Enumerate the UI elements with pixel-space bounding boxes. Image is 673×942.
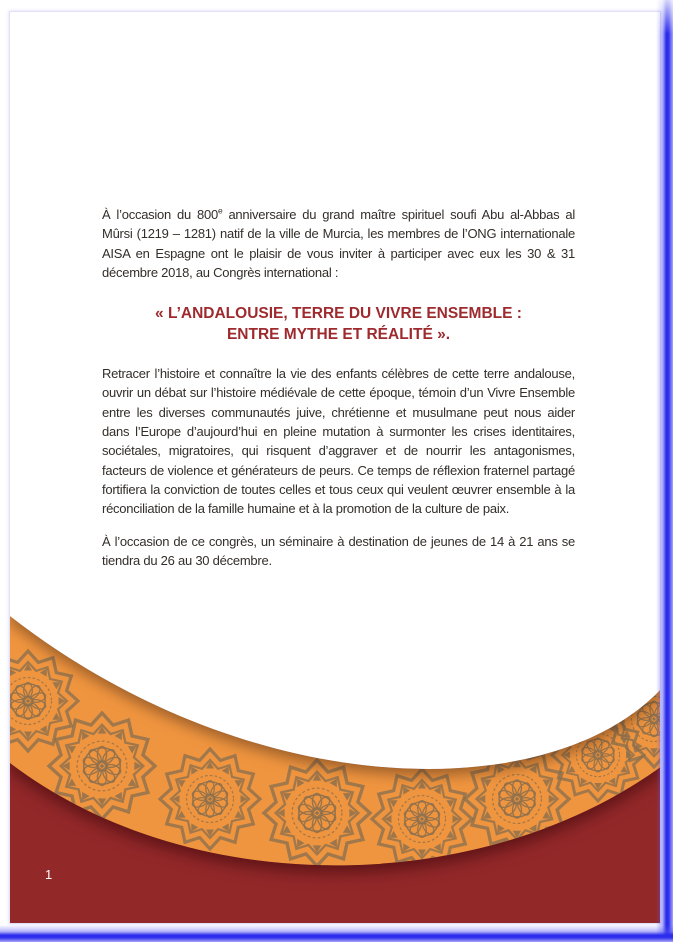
intro-text-start: À l’occasion du 800: [102, 207, 218, 222]
seminar-paragraph: À l’occasion de ce congrès, un séminaire à destination de jeunes de 14 à 21 ans se tiendra du 26 au 30 décembre.: [102, 533, 575, 568]
page-number: 1: [45, 867, 53, 882]
congress-title-line2: ENTRE MYTHE ET RÉALITÉ ».: [226, 326, 451, 344]
intro-text-end: anniversaire du grand maître spirituel soufi Abu al-Abbas al Mûrsi (1219 – 1281) natif de la ville de Murcia, les membres de l’ONG internationale AISA en Espagne ont le plaisir de vous inviter à participer avec eux les 30 & 31 décembre 2018, au Congrès international :: [102, 207, 576, 280]
page-border-bottom-glow: [0, 925, 673, 942]
superscript-e: e: [217, 205, 223, 216]
document-page: [9, 11, 661, 924]
body-paragraph: Retracer l’histoire et connaître la vie des enfants célèbres de cette terre andalouse, ouvrir un débat sur l’histoire médiévale de cette époque, témoin d’un Vivre Ensemble entre les diverses communautés juive, chrétienne et musulmane peut nous aider dans l’Europe d’aujourd’hui en pleine mutation à surmonter les crises identitaires, sociétales, migratoires, qui risquent d’aggraver et de nourrir les antagonismes, facteurs de violence et générateurs de peurs. Ce temps de réflexion fraternel partagé fortifiera la conviction de toutes celles et tous ceux qui veulent œuvrer ensemble à la réconciliation de la famille humaine et à la promotion de la culture de paix.: [102, 366, 575, 517]
congress-title: [102, 303, 575, 345]
intro-paragraph: [102, 205, 575, 282]
page-content: [102, 205, 575, 583]
congress-title-line1: « L’ANDALOUSIE, TERRE DU VIVRE ENSEMBLE :: [155, 305, 522, 323]
decorative-footer-band: [10, 603, 661, 923]
